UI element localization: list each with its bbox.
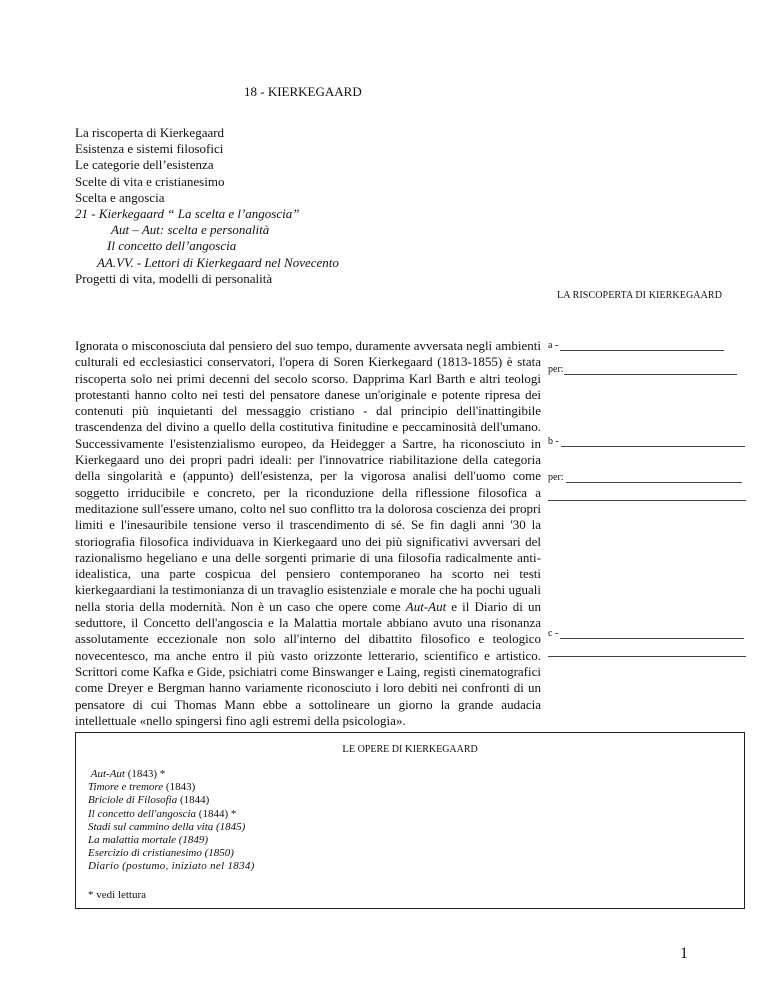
- blank-line: [560, 341, 724, 351]
- note-c: [548, 628, 744, 639]
- work-item: Timore e tremore (1843): [88, 781, 196, 794]
- works-box: [75, 732, 745, 909]
- page-title: 18 - KIERKEGAARD: [244, 84, 362, 99]
- note-label: per:: [548, 472, 564, 483]
- toc-item: Esistenza e sistemi filosofici: [75, 141, 224, 157]
- blank-line: [560, 629, 744, 639]
- section-heading: LA RISCOPERTA DI KIERKEGAARD: [557, 290, 723, 301]
- toc-item-reading: AA.VV. - Lettori di Kierkegaard nel Novecento: [97, 254, 339, 270]
- works-list: [88, 768, 255, 874]
- note-label: per:: [548, 364, 564, 375]
- toc-item: Scelta e angoscia: [75, 189, 165, 205]
- body-text-title: Aut-Aut: [405, 598, 447, 614]
- table-of-contents: [75, 125, 339, 287]
- note-label: c -: [548, 628, 559, 639]
- note-label: a -: [548, 340, 559, 351]
- blank-line: [564, 365, 737, 375]
- note-a: [548, 340, 724, 351]
- toc-item: Le categorie dell’esistenza: [75, 157, 214, 173]
- toc-subitem: Aut – Aut: scelta e personalità: [111, 222, 270, 238]
- work-item: Stadi sul cammino della vita (1845): [88, 820, 246, 833]
- note-per: [548, 472, 742, 483]
- toc-item-reading: 21 - Kierkegaard “ La scelta e l’angoscia”: [75, 206, 300, 222]
- works-title: LE OPERE DI KIERKEGAARD: [342, 743, 478, 755]
- page-number: 1: [680, 945, 688, 962]
- toc-item: La riscoperta di Kierkegaard: [75, 125, 225, 140]
- note-per: [548, 364, 737, 375]
- body-text-part: e il Diario di un seduttore, il Concetto dell'angoscia e la Malattia mortale abbiano avuto una risonanza assolutamente eccezionale non solo all'interno del dibattito filosofico e teologico novecentesco, ma anche entro il più vasto orizzonte letterario, scientifico e artistico. Scrittori come Kafka e Gide, psichiatri come Binswanger e Laing, registi cinematografici come Dreyer e Bergman hanno variamente riconosciuto i loro debiti nei confronti di un pensatore di cui Thomas Mann ebbe a sottolineare un giorno la grande audacia intellettuale «nello spingersi fino agli estremi della psicologia».: [75, 598, 541, 728]
- note-b: [548, 436, 745, 447]
- blank-line: [561, 437, 745, 447]
- work-item: Aut-Aut (1843) *: [90, 768, 166, 780]
- blank-line: [548, 656, 746, 657]
- blank-line: [566, 473, 742, 483]
- work-item: Esercizio di cristianesimo (1850): [88, 847, 234, 860]
- work-item: Diario (postumo, iniziato nel 1834): [88, 860, 255, 873]
- work-item: Il concetto dell'angoscia (1844) *: [88, 807, 237, 820]
- blank-line: [548, 500, 746, 501]
- body-paragraph: [75, 338, 541, 729]
- work-item: La malattia mortale (1849): [88, 834, 209, 847]
- work-item: Briciole di Filosofia (1844): [88, 794, 210, 807]
- toc-item: Scelte di vita e cristianesimo: [75, 173, 225, 189]
- works-footnote: * vedi lettura: [88, 889, 147, 901]
- body-text-part: Ignorata o misconosciuta dal pensiero del suo tempo, duramente avversata negli ambienti culturali ed ecclesiastici conservatori, l'opera di Soren Kierkegaard (1813-1855) è stata riscoperta solo nei primi decenni del secolo scorso. Dapprima Karl Barth e altri teologi protestanti hanno colto nei testi del pensatore danese un'originale e potente ripresa dei contenuti più inquietanti del messaggio cristiano - dal principio dell'inattingibile trascendenza del divino a quello della costitutiva finitudine e peccaminosità dell'umano. Successivamente l'esistenzialismo europeo, da Heidegger a Sartre, ha riconosciuto in Kierkegaard uno dei propri padri ideali: per l'innovatrice riabilitazione della categoria della singolarità e (appunto) dell'esistenza, per la vigorosa analisi dell'uomo come soggetto irriducibile e concreto, per la riconduzione della riflessione filosofica a meditazione sull'essere umano, colto nel suo conflitto tra la dolorosa coscienza dei propri limiti e l'inesauribile tensione verso il trascendimento di sé. Se fin dagli anni '30 la storiografia filosofica individuava in Kierkegaard uno dei più significativi avversari del razionalismo hegeliano e una delle sorgenti primarie di una filosofia radicalmente anti-idealistica, una parte cospicua del pensiero contemporaneo ha scorto nei testi kierkegaardiani la testimonianza di un travaglio esistenziale e morale che ha pochi uguali nella storia della modernità. Non è un caso che opere come: [75, 338, 541, 614]
- note-label: b -: [548, 436, 559, 447]
- toc-item: Progetti di vita, modelli di personalità: [75, 270, 273, 286]
- toc-subitem: Il concetto dell’angoscia: [107, 238, 237, 254]
